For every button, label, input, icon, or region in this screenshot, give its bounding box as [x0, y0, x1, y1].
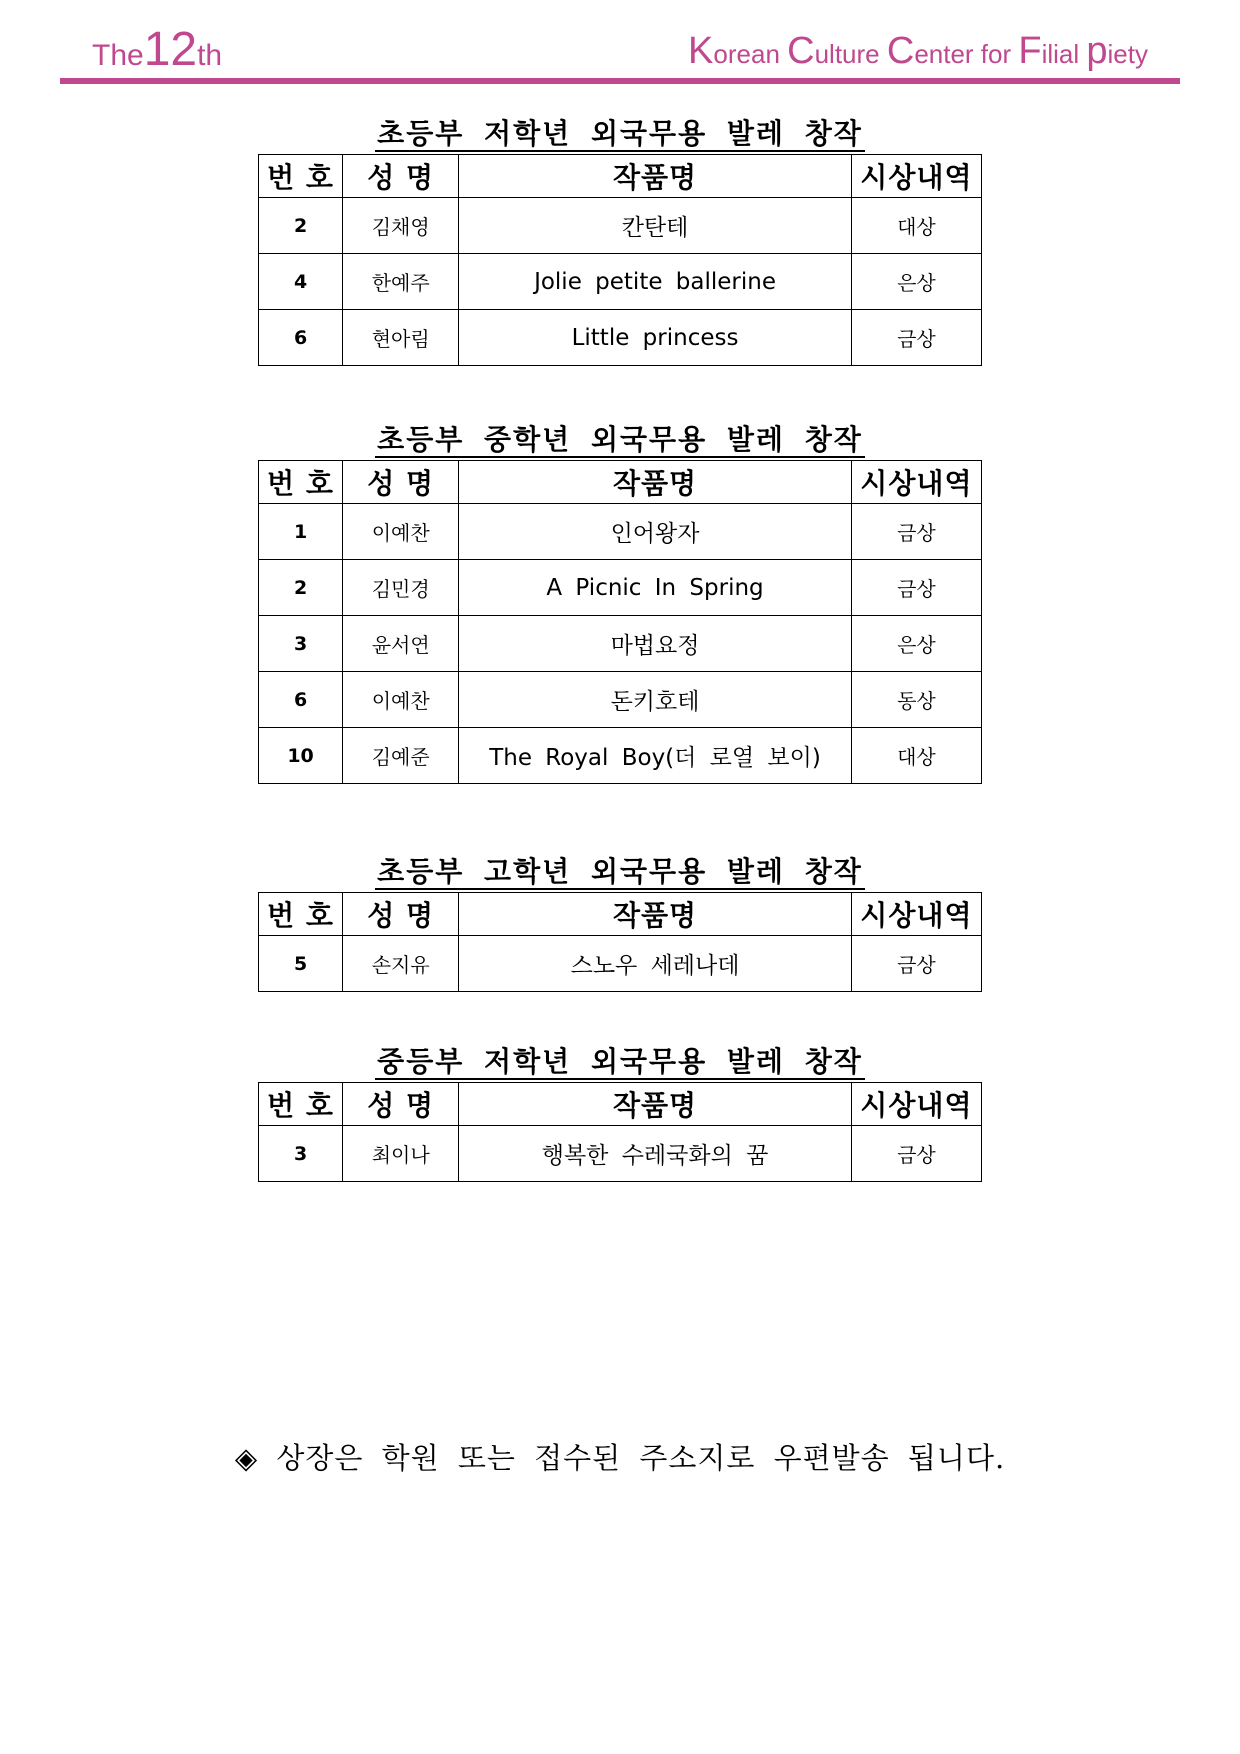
column-header-number: 번 호 — [259, 461, 343, 504]
participant-name: 손지유 — [343, 936, 459, 992]
entry-number: 2 — [259, 560, 343, 616]
header-divider — [60, 78, 1180, 84]
table-header-row — [259, 893, 982, 936]
work-title: 행복한 수레국화의 꿈 — [459, 1126, 852, 1182]
column-header-award: 시상내역 — [851, 1083, 981, 1126]
work-title: 돈키호테 — [459, 672, 852, 728]
results-section — [258, 420, 982, 784]
award: 금상 — [851, 310, 981, 366]
results-section — [258, 1042, 982, 1182]
participant-name: 김채영 — [343, 198, 459, 254]
award: 금상 — [851, 560, 981, 616]
work-title: Jolie petite ballerine — [459, 254, 852, 310]
participant-name: 윤서연 — [343, 616, 459, 672]
results-section — [258, 114, 982, 366]
table-row — [259, 310, 982, 366]
entry-number: 3 — [259, 1126, 343, 1182]
column-header-name: 성 명 — [343, 1083, 459, 1126]
work-title: The Royal Boy(더 로열 보이) — [459, 728, 852, 784]
award: 대상 — [851, 728, 981, 784]
table-row — [259, 198, 982, 254]
column-header-name: 성 명 — [343, 155, 459, 198]
participant-name: 최이나 — [343, 1126, 459, 1182]
entry-number: 3 — [259, 616, 343, 672]
results-table — [258, 460, 982, 784]
column-header-award: 시상내역 — [851, 461, 981, 504]
section-title: 초등부 고학년 외국무용 발레 창작 — [377, 855, 863, 888]
page-header — [60, 22, 1180, 82]
entry-number: 10 — [259, 728, 343, 784]
table-row — [259, 936, 982, 992]
award: 금상 — [851, 1126, 981, 1182]
table-row — [259, 616, 982, 672]
award: 금상 — [851, 504, 981, 560]
participant-name: 이예찬 — [343, 672, 459, 728]
column-header-award: 시상내역 — [851, 155, 981, 198]
column-header-number: 번 호 — [259, 1083, 343, 1126]
column-header-number: 번 호 — [259, 155, 343, 198]
participant-name: 현아림 — [343, 310, 459, 366]
column-header-name: 성 명 — [343, 893, 459, 936]
column-header-work: 작품명 — [459, 893, 852, 936]
table-row — [259, 254, 982, 310]
participant-name: 김예준 — [343, 728, 459, 784]
entry-number: 5 — [259, 936, 343, 992]
entry-number: 6 — [259, 672, 343, 728]
award: 대상 — [851, 198, 981, 254]
column-header-work: 작품명 — [459, 155, 852, 198]
participant-name: 김민경 — [343, 560, 459, 616]
results-table — [258, 1082, 982, 1182]
column-header-award: 시상내역 — [851, 893, 981, 936]
edition-label: The12th — [92, 23, 223, 76]
work-title: 칸탄테 — [459, 198, 852, 254]
entry-number: 2 — [259, 198, 343, 254]
column-header-work: 작품명 — [459, 1083, 852, 1126]
column-header-name: 성 명 — [343, 461, 459, 504]
work-title: 인어왕자 — [459, 504, 852, 560]
table-header-row — [259, 155, 982, 198]
participant-name: 한예주 — [343, 254, 459, 310]
work-title: A Picnic In Spring — [459, 560, 852, 616]
section-title: 중등부 저학년 외국무용 발레 창작 — [377, 1045, 863, 1078]
section-title: 초등부 중학년 외국무용 발레 창작 — [377, 423, 863, 456]
work-title: Little princess — [459, 310, 852, 366]
table-row — [259, 728, 982, 784]
award: 동상 — [851, 672, 981, 728]
results-section — [258, 852, 982, 992]
delivery-notice: ◈ 상장은 학원 또는 접수된 주소지로 우편발송 됩니다. — [234, 1441, 1006, 1475]
entry-number: 4 — [259, 254, 343, 310]
results-table — [258, 892, 982, 992]
work-title: 마법요정 — [459, 616, 852, 672]
work-title: 스노우 세레나데 — [459, 936, 852, 992]
table-header-row — [259, 461, 982, 504]
entry-number: 1 — [259, 504, 343, 560]
table-row — [259, 1126, 982, 1182]
award: 은상 — [851, 616, 981, 672]
organization-name: Korean Culture Center for Filial piety — [688, 30, 1148, 72]
column-header-work: 작품명 — [459, 461, 852, 504]
column-header-number: 번 호 — [259, 893, 343, 936]
table-row — [259, 560, 982, 616]
section-title: 초등부 저학년 외국무용 발레 창작 — [377, 117, 863, 150]
entry-number: 6 — [259, 310, 343, 366]
award: 금상 — [851, 936, 981, 992]
table-row — [259, 504, 982, 560]
results-table — [258, 154, 982, 366]
table-header-row — [259, 1083, 982, 1126]
participant-name: 이예찬 — [343, 504, 459, 560]
award: 은상 — [851, 254, 981, 310]
table-row — [259, 672, 982, 728]
